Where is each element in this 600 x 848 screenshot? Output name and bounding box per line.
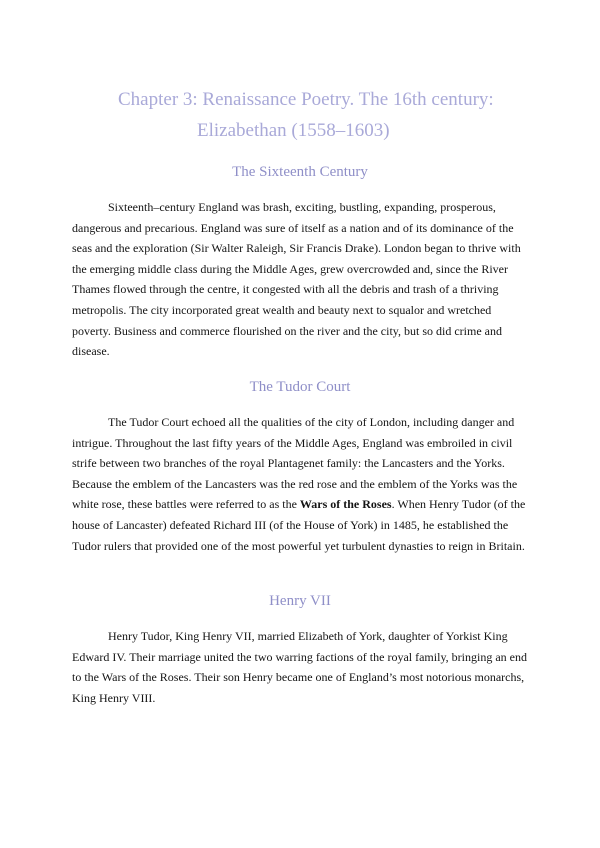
- paragraph-text: The Tudor Court echoed all the qualities of the city of London, including danger and intrigue. Throughout the last fifty years of the Middle Ages, England was embroiled in civil strife between two branches of the royal Plantagenet family: the Lancasters and the Yorks. Because the emblem of the Lancasters was the red rose and the emblem of the Yorks was the white rose, these battles were referred to as the: [72, 415, 518, 512]
- paragraph-text: . When Henry Tudor (of the house of Lancaster) defeated Richard III (of the House of York) in 1485, he established the Tudor rulers that provided one of the most powerful yet turbulent dynasties to reign in Britain.: [72, 497, 526, 553]
- paragraph-sixteenth-century: Sixteenth–century England was brash, exciting, bustling, expanding, prosperous, dangerous and precarious. England was sure of itself as a nation and of its dominance of the seas and the exploration (Sir Walter Raleigh, Sir Francis Drake). London began to thrive with the emerging middle class during the Middle Ages, grew overcrowded and, since the River Thames flowed through the centre, it congested with all the debris and trash of a thriving metropolis. The city incorporated great wealth and beauty next to squalor and wretched poverty. Business and commerce flourished on the river and the city, but so did crime and disease.: [72, 200, 521, 359]
- wars-of-the-roses-bold: Wars of the Roses: [299, 497, 392, 512]
- chapter-title: [0, 84, 600, 146]
- paragraph-henry-vii: Henry Tudor, King Henry VII, married Elizabeth of York, daughter of Yorkist King Edward IV. Their marriage united the two warring factions of the royal family, bringing an end to the Wars of the Roses. Their son Henry became one of England’s most notorious monarchs, King Henry VIII.: [72, 629, 527, 705]
- section-heading-sixteenth-century: The Sixteenth Century: [232, 164, 368, 180]
- chapter-title-line-1: Chapter 3: Renaissance Poetry. The 16th century:: [118, 89, 494, 110]
- paragraph-tudor-court: [72, 412, 528, 556]
- chapter-title-line-2: Elizabethan (1558–1603): [197, 120, 390, 141]
- section-heading-tudor-court: The Tudor Court: [249, 379, 351, 395]
- section-heading-henry-vii: Henry VII: [269, 593, 331, 609]
